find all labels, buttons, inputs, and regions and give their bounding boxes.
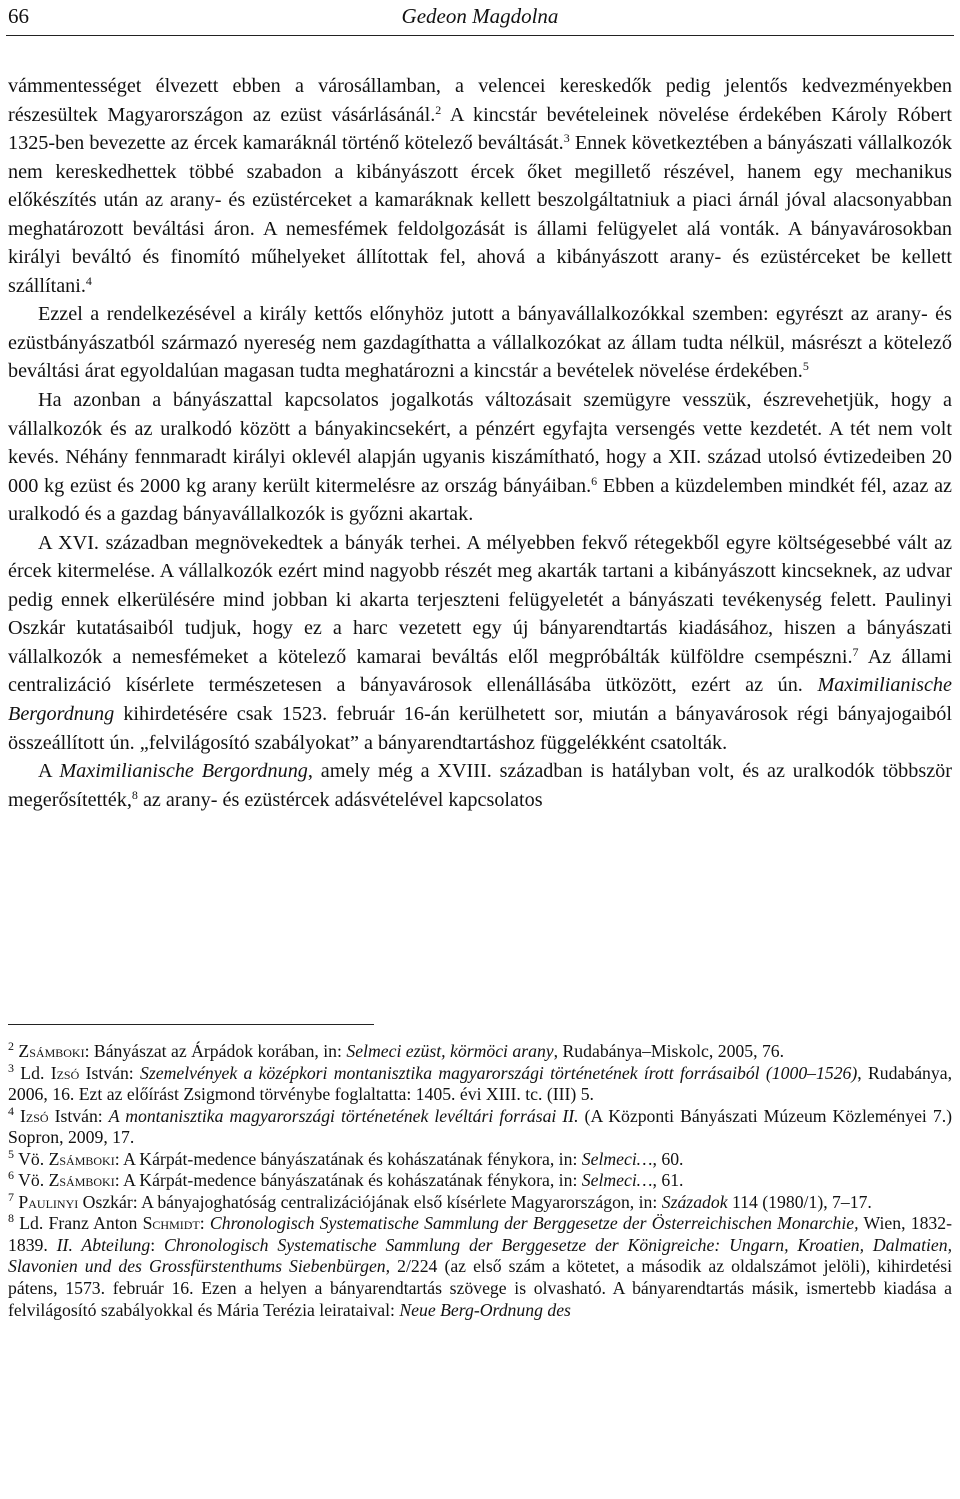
footnote-5 bbox=[8, 1146, 952, 1171]
footnote-2 bbox=[8, 1041, 952, 1063]
text-run: , Rudabánya–Miskolc, 2005, 76. bbox=[553, 1041, 785, 1061]
footnote-number: 5 bbox=[8, 1146, 14, 1161]
text-run: : Bányászat az Árpádok korában, in: bbox=[84, 1041, 347, 1061]
text-run: Ha azonban a bányászattal kapcsolatos jogalkotás változásait szemügyre vesszük, észrevehetjük, hogy a vállalkozók és az uralkodó között a bányakincsekért, a pénzért egyfajta versengés vette kezdetét. A tét nem volt kevés. Néhány fennmaradt királyi oklevél alapján ugyanis kiszámítható, hogy a XII. század utolsó évtizedeiben 20 000 kg ezüst és 2000 kg arany került kitermelésre az ország bányáiban. bbox=[8, 389, 952, 497]
footnote-author: Schmidt bbox=[142, 1213, 200, 1234]
footnote-ref[interactable]: 8 bbox=[131, 787, 138, 802]
text-run: : A Kárpát-medence bányászatának és kohászatának fénykora, in: bbox=[114, 1148, 582, 1169]
footnote-ref[interactable]: 5 bbox=[802, 359, 809, 374]
footnote-4 bbox=[8, 1103, 953, 1149]
italic-title: Maximilianische Bergordnung bbox=[59, 760, 308, 783]
footnote-title: A montanisztika magyarországi történetének levéltári forrásai II. bbox=[108, 1105, 579, 1126]
paragraph-2 bbox=[8, 300, 952, 386]
footnote-ref[interactable]: 7 bbox=[852, 644, 859, 659]
footnote-title: Szemelvények a középkori montanisztika magyarországi történetének írott forrásaiból (1000–1526) bbox=[140, 1062, 858, 1083]
footnote-title: Selmeci… bbox=[581, 1148, 653, 1169]
footnote-author: Paulinyi bbox=[18, 1191, 79, 1212]
footnote-author: Izsó bbox=[20, 1105, 49, 1126]
paragraph-5 bbox=[8, 757, 952, 814]
text-run: István: bbox=[48, 1105, 109, 1126]
main-text bbox=[8, 72, 952, 814]
footnote-number: 8 bbox=[8, 1211, 14, 1226]
running-header bbox=[8, 2, 952, 30]
text-run: (A Központi Bányászati Múzeum Közleményei 7.) Sopron, 2009, 17. bbox=[8, 1105, 953, 1148]
footnote-author: Zsámboki bbox=[48, 1148, 115, 1169]
footnote-number: 6 bbox=[8, 1168, 14, 1183]
text-run: Wien, 1832-1839. bbox=[8, 1213, 952, 1255]
text-run: , amely még a XVIII. században is hatályban volt, és az uralkodók többször megerősítették, bbox=[8, 760, 952, 811]
footnote-title: II. Abteilung bbox=[56, 1234, 151, 1255]
footnote-author: Zsámboki bbox=[18, 1041, 85, 1061]
text-run: : bbox=[150, 1234, 164, 1255]
text-run: Vö. bbox=[14, 1148, 49, 1169]
footnote-title: Századok bbox=[661, 1191, 728, 1212]
italic-title: Maximilianische Bergordnung bbox=[8, 674, 952, 726]
footnote-ref[interactable]: 3 bbox=[563, 131, 570, 146]
paragraph-4 bbox=[8, 529, 952, 757]
footnote-number: 2 bbox=[8, 1039, 14, 1053]
text-run: Ennek következtében a bányászati vállalkozók nem kereskedhettek többé szabadon a kibányászott ércek őket megillető részével, hanem egy mechanikus előkészítés után az arany- és ezüstérceket a kamaráknak kellett beszolgáltatniuk a piaci árnál jóval alacsonyabban meghatározott beváltási áron. A nemesfémek feldolgozását is állami felügyelet alá vonták. A bányavárosokban királyi beváltó és finomító műhelyeket állítottak fel, ahová a kibányászott arany- és ezüstérceket be kellett szállítani. bbox=[8, 132, 952, 297]
footnotes bbox=[8, 1041, 952, 1321]
text-run: Ezzel a rendelkezésével a király kettős előnyhöz jutott a bányavállalkozókkal szemben: egyrészt az arany- és ezüstbányászatból származó nyereség nem gazdagíthatta a vállalkozókat az állam tudta nélkül, másrészt a kötelező beváltási árat egyoldalúan magasan tudta meghatározni a kincstár a bevételek növelése érdekében. bbox=[8, 303, 952, 383]
text-run: az arany- és ezüstércek adásvételével kapcsolatos bbox=[137, 788, 543, 811]
footnote-ref[interactable]: 6 bbox=[591, 473, 598, 488]
footnote-title: Chronologisch Systematische Sammlung der Berggesetze der Königreiche: Ungarn, Kroatien, Dalmatien, Slavonien und des Grossfürstenthums Siebenbürgen, bbox=[8, 1234, 953, 1277]
text-run: : bbox=[199, 1213, 210, 1234]
footnote-ref[interactable]: 2 bbox=[435, 102, 442, 117]
text-run: Oszkár: A bányajoghatóság centralizációjának első kísérlete Magyarországon, in: bbox=[78, 1191, 662, 1212]
text-run: A kincstár bevételeinek növelése érdekében Károly Róbert 1325-ben bevezette az ércek kamaráknál történő kötelező beváltását. bbox=[8, 103, 952, 155]
text-run: 2/224 (az első szám a kötetet, a második az oldalszámot jelöli), kihirdetési pátens, 1573. február 16. Ezen a helyen a bányarendtartás szövege is olvasható. A bányarendtartás másik, ismertebb kiadása a felvilágosító szabályokkal és Mária Terézia leirataival: bbox=[8, 1256, 952, 1320]
footnote-title: Chronologisch Systematische Sammlung der Berggesetze der Österreichischen Monarchie, bbox=[209, 1213, 859, 1234]
footnote-8 bbox=[8, 1213, 952, 1321]
text-run: Ld. Franz Anton bbox=[14, 1213, 143, 1234]
footnote-separator bbox=[8, 1024, 374, 1025]
footnote-title: Selmeci ezüst, körmöci arany bbox=[346, 1041, 554, 1061]
text-run: Vö. bbox=[14, 1170, 49, 1191]
text-run: vámmentességet élvezett ebben a városállamban, a velencei kereskedők pedig jelentős kedvezményekben részesültek Magyarországon az ezüst vásárlásánál. bbox=[8, 75, 952, 126]
text-run: kihirdetésére csak 1523. február 16-án kerülhetett sor, miután a bányavárosok régi bányajogaiból összeállított ún. „felvilágosító szabályokat” a bányarendtartáshoz függelékként csatolták. bbox=[8, 703, 952, 754]
footnote-author: Zsámboki bbox=[48, 1170, 115, 1191]
text-run: A bbox=[38, 760, 60, 783]
footnote-number: 4 bbox=[8, 1103, 14, 1118]
text-run: , 61. bbox=[652, 1170, 684, 1191]
text-run: István: bbox=[79, 1062, 141, 1083]
footnote-6 bbox=[8, 1170, 952, 1192]
footnote-ref[interactable]: 4 bbox=[85, 273, 92, 288]
text-run: A XVI. században megnövekedtek a bányák terhei. A mélyebben fekvő rétegekből egyre költségesebbé vált az ércek kitermelése. A vállalkozók ezért mind nagyobb részét meg akarták tartani a kibányászott kincseknek, az udvar pedig ennek elkerülésére mind jobban ki akarta terjeszteni felügyeletét a bányászati tevékenység felett. Paulinyi Oszkár kutatásaiból tudjuk, hogy ez a harc vezetett egy új bányarendtartás kiadásához, hiszen a bányászati vállalkozók a nemesfémeket a kötelező kamarai beváltás elől megpróbálták külföldre csempészni. bbox=[8, 531, 952, 668]
paragraph-3 bbox=[8, 386, 952, 529]
text-run: Az állami centralizáció kísérlete természetesen a bányavárosok ellenállásába ütközött, ezért az ún. bbox=[8, 645, 952, 697]
footnote-7 bbox=[8, 1189, 952, 1214]
text-run: : A Kárpát-medence bányászatának és kohászatának fénykora, in: bbox=[114, 1170, 582, 1191]
footnote-author: Izsó bbox=[50, 1062, 80, 1083]
footnote-number: 3 bbox=[8, 1060, 14, 1075]
text-run: , 60. bbox=[652, 1148, 684, 1169]
footnote-title: Neue Berg-Ordnung des bbox=[399, 1299, 571, 1320]
paragraph-1 bbox=[8, 72, 952, 300]
running-head-author: Gedeon Magdolna bbox=[401, 4, 559, 28]
footnote-3 bbox=[8, 1060, 953, 1106]
header-rule bbox=[6, 35, 954, 36]
text-run: Ld. bbox=[14, 1062, 51, 1083]
text-run: Ebben a küzdelemben mindkét fél, azaz az uralkodó és a gazdag bányavállalkozók is győzni akartak. bbox=[8, 474, 952, 526]
text-run: , Rudabánya, 2006, 16. Ezt az előírást Zsigmond törvénybe foglaltatta: 1405. évi XIII. tc. (III) 5. bbox=[8, 1062, 953, 1105]
footnote-number: 7 bbox=[8, 1189, 14, 1204]
footnote-title: Selmeci… bbox=[581, 1170, 653, 1191]
page-number: 66 bbox=[8, 4, 29, 28]
text-run: 114 (1980/1), 7–17. bbox=[727, 1191, 872, 1212]
